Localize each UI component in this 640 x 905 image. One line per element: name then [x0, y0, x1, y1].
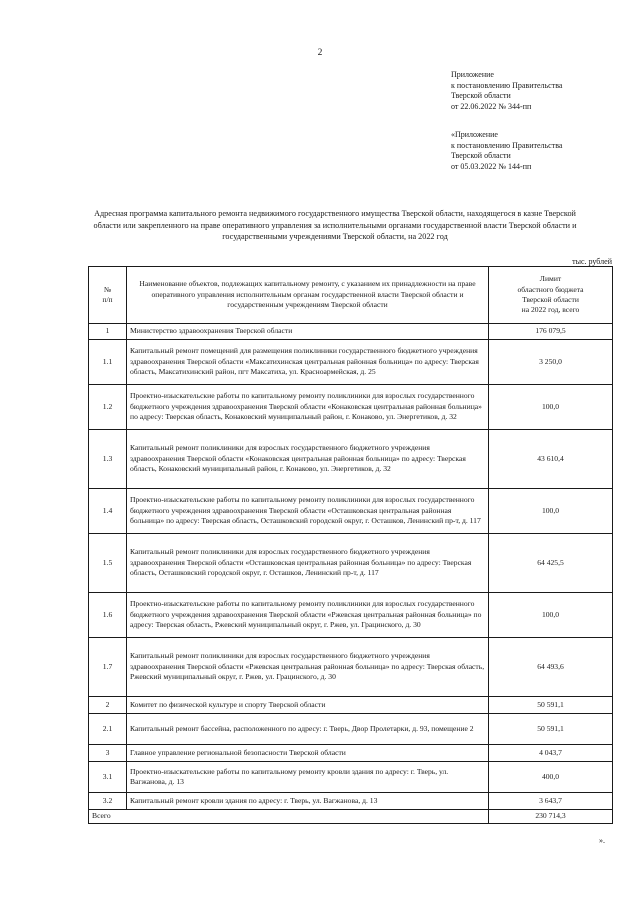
row-number: 1: [89, 324, 127, 340]
table-row: [89, 489, 613, 534]
row-number: 1.6: [89, 593, 127, 638]
row-number: 3.1: [89, 762, 127, 793]
row-amount: 3 643,7: [489, 793, 613, 810]
row-number: 2: [89, 697, 127, 714]
row-object-name: Капитальный ремонт поликлиники для взрослых государственного бюджетного учреждения здравоохранения Тверской области «Конаковская центральная районная больница» по адресу: Тверская область, Конаковский муниципальный район, г. Конаково, ул. Энергетиков, д. 32: [127, 430, 489, 489]
total-amount: 230 714,3: [489, 810, 613, 824]
appendix-current-reference: Приложение к постановлению Правительства Тверской области от 22.06.2022 № 344-пп: [451, 70, 563, 111]
row-amount: 100,0: [489, 385, 613, 430]
table-row: [89, 714, 613, 745]
closing-quote: ».: [599, 836, 605, 845]
table-row: [89, 793, 613, 810]
row-amount: 3 250,0: [489, 340, 613, 385]
row-amount: 50 591,1: [489, 714, 613, 745]
row-number: 3.2: [89, 793, 127, 810]
row-number: 3: [89, 745, 127, 762]
table-header-row: [89, 267, 613, 324]
appendix-previous-reference: «Приложение к постановлению Правительства Тверской области от 05.03.2022 № 144-пп: [451, 130, 563, 171]
row-object-name: Проектно-изыскательские работы по капитальному ремонту поликлиники для взрослых государственного бюджетного учреждения здравоохранения Тверской области «Ржевская центральная районная больница» по адресу: Тверская область, Ржевский муниципальный округ, г. Ржев, ул. Грацинского, д. 30: [127, 593, 489, 638]
row-number: 1.1: [89, 340, 127, 385]
table-body: [89, 324, 613, 824]
row-amount: 64 493,6: [489, 638, 613, 697]
table-row: [89, 697, 613, 714]
row-object-name: Министерство здравоохранения Тверской области: [127, 324, 489, 340]
row-object-name: Главное управление региональной безопасности Тверской области: [127, 745, 489, 762]
row-object-name: Проектно-изыскательские работы по капитальному ремонту поликлиники для взрослых государственного бюджетного учреждения здравоохранения Тверской области «Конаковская центральная районная больница» по адресу: Тверская область, Конаковский муниципальный район, г. Конаково, ул. Энергетиков, д. 32: [127, 385, 489, 430]
header-num: № п/п: [89, 267, 127, 324]
row-number: 1.4: [89, 489, 127, 534]
table-row: [89, 638, 613, 697]
row-object-name: Проектно-изыскательские работы по капитальному ремонту кровли здания по адресу: г. Тверь, ул. Вагжанова, д. 13: [127, 762, 489, 793]
table-row: [89, 385, 613, 430]
row-number: 2.1: [89, 714, 127, 745]
table-row: [89, 762, 613, 793]
row-object-name: Капитальный ремонт поликлиники для взрослых государственного бюджетного учреждения здравоохранения Тверской области «Осташковская центральная районная больница» по адресу: Тверская область, Осташковский городской округ, г. Осташков, Ленинский пр-т, д. 117: [127, 534, 489, 593]
header-limit: Лимит областного бюджета Тверской области на 2022 год, всего: [489, 267, 613, 324]
table-row: [89, 593, 613, 638]
row-number: 1.2: [89, 385, 127, 430]
row-object-name: Капитальный ремонт бассейна, расположенного по адресу: г. Тверь, Двор Пролетарки, д. 93, помещение 2: [127, 714, 489, 745]
row-amount: 100,0: [489, 489, 613, 534]
row-number: 1.3: [89, 430, 127, 489]
budget-table: [88, 266, 613, 824]
row-amount: 400,0: [489, 762, 613, 793]
row-amount: 43 610,4: [489, 430, 613, 489]
table-row: [89, 430, 613, 489]
row-object-name: Капитальный ремонт поликлиники для взрослых государственного бюджетного учреждения здравоохранения Тверской области «Ржевская центральная районная больница» по адресу: Тверская область, Ржевский муниципальный округ, г. Ржев, ул. Грацинского, д. 30: [127, 638, 489, 697]
row-number: 1.5: [89, 534, 127, 593]
row-amount: 64 425,5: [489, 534, 613, 593]
table-row: [89, 745, 613, 762]
table-total-row: [89, 810, 613, 824]
total-label: Всего: [89, 810, 489, 824]
row-amount: 50 591,1: [489, 697, 613, 714]
row-number: 1.7: [89, 638, 127, 697]
header-name: Наименование объектов, подлежащих капитальному ремонту, с указанием их принадлежности на праве оперативного управления исполнительным органам государственной власти Тверской области и государственным учреждениям Тверской области: [127, 267, 489, 324]
table-row: [89, 534, 613, 593]
row-object-name: Проектно-изыскательские работы по капитальному ремонту поликлиники для взрослых государственного бюджетного учреждения здравоохранения Тверской области «Осташковская центральная районная больница» по адресу: Тверская область, Осташковский городской округ, г. Осташков, Ленинский пр-т, д. 117: [127, 489, 489, 534]
document-title: Адресная программа капитального ремонта недвижимого государственного имущества Тверской области, находящегося в казне Тверской области или закрепленного на праве оперативного управления за исполнительными органами государственной власти Тверской области и государственными учреждениями Тверской области, на 2022 год: [93, 209, 577, 242]
row-amount: 100,0: [489, 593, 613, 638]
row-object-name: Капитальный ремонт кровли здания по адресу: г. Тверь, ул. Вагжанова, д. 13: [127, 793, 489, 810]
row-amount: 176 079,5: [489, 324, 613, 340]
table-row: [89, 324, 613, 340]
page-number: 2: [317, 48, 323, 58]
row-object-name: Комитет по физической культуре и спорту Тверской области: [127, 697, 489, 714]
row-object-name: Капитальный ремонт помещений для размещения поликлиники государственного бюджетного учреждения здравоохранения Тверской области «Максатихинская центральная районная больница» по адресу: Тверская область, Максатихинский район, пгт Максатиха, ул. Красноармейская, д. 25: [127, 340, 489, 385]
row-amount: 4 043,7: [489, 745, 613, 762]
units-label: тыс. рублей: [572, 257, 612, 266]
table-row: [89, 340, 613, 385]
